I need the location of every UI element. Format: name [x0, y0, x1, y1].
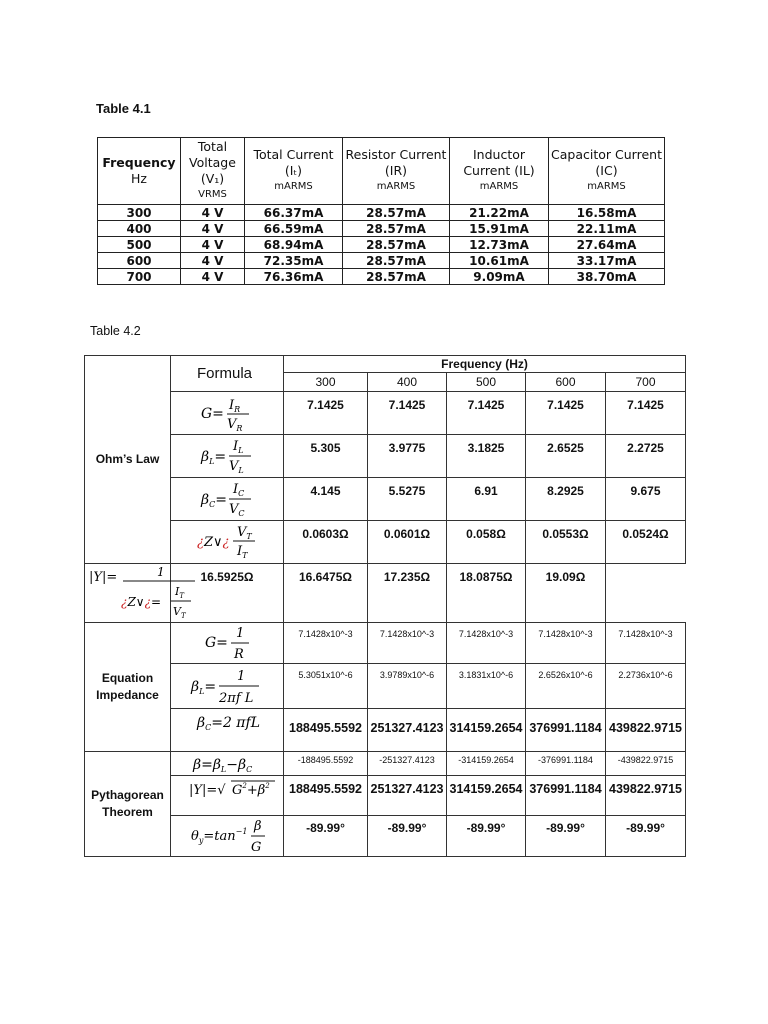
value-cell: 4.145 — [284, 478, 368, 521]
svg-text:1: 1 — [157, 565, 165, 579]
header-unit: VRMS — [198, 189, 227, 200]
value-cell: -89.99° — [284, 816, 368, 857]
header-unit: mARMS — [587, 181, 626, 192]
value-cell: 188495.5592 — [284, 709, 368, 752]
table-cell: 12.73mA — [450, 237, 549, 253]
formula-b-bl-minus-bc — [171, 752, 284, 776]
table-cell: 72.35mA — [245, 253, 343, 269]
formula-y-sqrt-graphic — [171, 776, 284, 806]
formula-g-1-over-r — [171, 623, 284, 664]
header-frequency — [98, 138, 181, 205]
table-cell: 4 V — [181, 269, 245, 285]
svg-text:VC: $V_C$ — [229, 502, 245, 518]
value-cell: 17.235Ω — [368, 564, 447, 623]
formula-z-vt-it-graphic — [171, 521, 284, 563]
value-cell: 376991.1184 — [526, 709, 606, 752]
value-cell: -89.99° — [368, 816, 447, 857]
table-row — [98, 221, 665, 237]
group-pythagorean-theorem: Pythagorean Theorem — [85, 752, 171, 857]
table-cell: 28.57mA — [343, 253, 450, 269]
svg-text:G=: G= — [201, 406, 224, 422]
formula-g-ir-vr-graphic — [171, 392, 284, 434]
table-cell: 28.57mA — [343, 221, 450, 237]
value-cell: 16.6475Ω — [284, 564, 368, 623]
value-cell: 314159.2654 — [447, 776, 526, 816]
table-cell: 4 V — [181, 253, 245, 269]
table-cell: 600 — [98, 253, 181, 269]
value-cell: 2.2725 — [606, 435, 686, 478]
value-cell: 5.3051x10^-6 — [284, 664, 368, 709]
svg-text:1: 1 — [237, 669, 246, 684]
formula-theta-arctan-graphic — [171, 816, 284, 856]
value-cell: 0.0603Ω — [284, 521, 368, 564]
frequency-cell: 400 — [368, 373, 447, 392]
header-title: Resistor Current (IR) — [345, 147, 447, 178]
table-4-1-caption: Table 4.1 — [96, 101, 151, 116]
table-row — [98, 205, 665, 221]
table-cell: 66.59mA — [245, 221, 343, 237]
value-cell: 439822.9715 — [606, 776, 686, 816]
value-cell: 16.5925Ω — [171, 564, 284, 623]
value-cell: 19.09Ω — [526, 564, 606, 623]
svg-text:¿Z∨¿: ¿Z∨¿ — [197, 535, 230, 550]
value-cell: -439822.9715 — [606, 752, 686, 776]
header-total-current — [245, 138, 343, 205]
header-inductor-current — [450, 138, 549, 205]
value-cell: 7.1425 — [606, 392, 686, 435]
value-cell: 3.9775 — [368, 435, 447, 478]
svg-text:R: R — [234, 647, 244, 662]
table-4-2-caption: Table 4.2 — [90, 324, 141, 338]
frequency-cell: 500 — [447, 373, 526, 392]
value-cell: 7.1425 — [368, 392, 447, 435]
table-cell: 22.11mA — [549, 221, 665, 237]
value-cell: 7.1425 — [526, 392, 606, 435]
value-cell: 8.2925 — [526, 478, 606, 521]
value-cell: 439822.9715 — [606, 709, 686, 752]
svg-text:βC=: $\beta_C=$ — [201, 492, 227, 509]
value-cell: 188495.5592 — [284, 776, 368, 816]
value-cell: 7.1428x10^-3 — [284, 623, 368, 664]
value-cell: 3.9789x10^-6 — [368, 664, 447, 709]
formula-conductance — [171, 392, 284, 435]
value-cell: -89.99° — [447, 816, 526, 857]
header-title: Total Current (Iₜ) — [253, 147, 334, 178]
formula-capacitive-susceptance — [171, 478, 284, 521]
group-equation-impedance: Equation Impedance — [85, 623, 171, 752]
value-cell: 3.1831x10^-6 — [447, 664, 526, 709]
header-title: Capacitor Current (IC) — [551, 147, 662, 178]
table-cell: 4 V — [181, 205, 245, 221]
table-cell: 500 — [98, 237, 181, 253]
frequency-cell: 600 — [526, 373, 606, 392]
svg-text:βC=2 πfL: $\beta_C=2$ πfL — [197, 715, 260, 732]
formula-bl-il-vl-graphic — [171, 435, 284, 477]
svg-text:θy=tan−1: $\theta_y=\tan^{-1}$ — [191, 827, 248, 845]
header-title: Frequency — [102, 155, 176, 170]
table-cell: 10.61mA — [450, 253, 549, 269]
table-cell: 68.94mA — [245, 237, 343, 253]
svg-text:2πf L: 2πf L — [219, 691, 254, 706]
formula-bc-2pifl — [171, 709, 284, 752]
svg-text:VL: $V_L$ — [229, 459, 244, 475]
table-cell: 33.17mA — [549, 253, 665, 269]
table-cell: 9.09mA — [450, 269, 549, 285]
table-4-2 — [84, 355, 686, 857]
svg-text:|Y|=: |Y|= — [89, 570, 118, 585]
svg-text:1: 1 — [236, 626, 245, 641]
value-cell: 0.0601Ω — [368, 521, 447, 564]
value-cell: 7.1428x10^-3 — [447, 623, 526, 664]
svg-text:¿Z∨¿=: ¿Z∨¿= — [121, 595, 162, 609]
header-unit: Hz — [131, 171, 147, 186]
value-cell: 2.6525 — [526, 435, 606, 478]
value-cell: 3.1825 — [447, 435, 526, 478]
value-cell: 5.305 — [284, 435, 368, 478]
value-cell: 7.1425 — [447, 392, 526, 435]
value-cell: 7.1428x10^-3 — [606, 623, 686, 664]
value-cell: 7.1428x10^-3 — [368, 623, 447, 664]
value-cell: 9.675 — [606, 478, 686, 521]
svg-text:|Y|=√: |Y|=√ — [189, 783, 226, 798]
svg-text:βL=: $\beta_L=$ — [201, 449, 227, 466]
formula-inductive-susceptance — [171, 435, 284, 478]
table-4-1 — [97, 137, 665, 285]
formula-y-sqrt — [171, 776, 284, 816]
value-cell: -188495.5592 — [284, 752, 368, 776]
header-title: Total Voltage (V₁) — [189, 139, 236, 186]
value-cell: 0.058Ω — [447, 521, 526, 564]
value-cell: 0.0553Ω — [526, 521, 606, 564]
header-unit: mARMS — [274, 181, 313, 192]
frequency-cell: 700 — [606, 373, 686, 392]
value-cell: -89.99° — [606, 816, 686, 857]
table-cell: 28.57mA — [343, 237, 450, 253]
value-cell: 376991.1184 — [526, 776, 606, 816]
header-unit: mARMS — [376, 181, 416, 192]
svg-text:IC: $I_C$ — [233, 482, 245, 498]
table-cell: 4 V — [181, 221, 245, 237]
table-row — [98, 253, 665, 269]
header-capacitor-current — [549, 138, 665, 205]
value-cell: 0.0524Ω — [606, 521, 686, 564]
value-cell: 7.1425 — [284, 392, 368, 435]
svg-text:βL=: $\beta_L=$ — [191, 679, 217, 696]
value-cell: 6.91 — [447, 478, 526, 521]
table-cell: 27.64mA — [549, 237, 665, 253]
table-cell: 400 — [98, 221, 181, 237]
svg-text:IR: $I_R$ — [229, 398, 241, 414]
formula-b-diff-graphic — [171, 753, 284, 775]
svg-text:IT: $I_T$ — [175, 585, 185, 600]
header-total-voltage — [181, 138, 245, 205]
svg-text:IL: $I_L$ — [233, 439, 244, 455]
value-cell: -89.99° — [526, 816, 606, 857]
table-cell: 300 — [98, 205, 181, 221]
svg-text:β: β — [254, 819, 262, 834]
formula-g-1-r-graphic — [171, 623, 284, 663]
value-cell: -251327.4123 — [368, 752, 447, 776]
svg-text:VT: $V_T$ — [237, 525, 252, 541]
table-cell: 28.57mA — [343, 269, 450, 285]
frequency-cell: 300 — [284, 373, 368, 392]
table-row — [98, 237, 665, 253]
value-cell: 251327.4123 — [368, 709, 447, 752]
svg-text:G2+β2: $G^2+\beta^2$ — [232, 782, 270, 798]
table-cell: 700 — [98, 269, 181, 285]
table-row — [98, 269, 665, 285]
table-cell: 15.91mA — [450, 221, 549, 237]
svg-text:VT: $V_T$ — [173, 605, 186, 620]
svg-text:IT: $I_T$ — [237, 544, 248, 560]
value-cell: -376991.1184 — [526, 752, 606, 776]
header-title: Inductor Current (IL) — [463, 147, 535, 178]
formula-theta — [171, 816, 284, 857]
table-cell: 4 V — [181, 237, 245, 253]
table-cell: 21.22mA — [450, 205, 549, 221]
svg-text:β=βL−βC: $\beta=\beta_L-\beta_C$ — [193, 756, 253, 774]
formula-admittance — [85, 564, 186, 623]
table-cell: 16.58mA — [549, 205, 665, 221]
value-cell: 251327.4123 — [368, 776, 447, 816]
value-cell: 18.0875Ω — [447, 564, 526, 623]
value-cell: -314159.2654 — [447, 752, 526, 776]
formula-bl-2pifl-graphic — [171, 664, 284, 708]
svg-text:G: G — [251, 840, 262, 855]
formula-header: Formula — [171, 356, 284, 392]
table-cell: 76.36mA — [245, 269, 343, 285]
value-cell: 5.5275 — [368, 478, 447, 521]
table-cell: 66.37mA — [245, 205, 343, 221]
formula-bc-2pifl-graphic — [171, 709, 284, 739]
frequency-header: Frequency (Hz) — [284, 356, 686, 373]
header-resistor-current — [343, 138, 450, 205]
value-cell: 314159.2654 — [447, 709, 526, 752]
table-cell: 38.70mA — [549, 269, 665, 285]
header-unit: mARMS — [479, 181, 519, 192]
formula-bc-ic-vc-graphic — [171, 478, 284, 520]
formula-bl-1-over-2pifl — [171, 664, 284, 709]
value-cell: 2.6526x10^-6 — [526, 664, 606, 709]
table-cell: 28.57mA — [343, 205, 450, 221]
formula-impedance — [171, 521, 284, 564]
value-cell: 2.2736x10^-6 — [606, 664, 686, 709]
svg-text:VR: $V_R$ — [227, 417, 243, 433]
svg-text:G=: G= — [205, 635, 228, 651]
group-ohms-law: Ohm’s Law — [85, 356, 171, 564]
value-cell: 7.1428x10^-3 — [526, 623, 606, 664]
